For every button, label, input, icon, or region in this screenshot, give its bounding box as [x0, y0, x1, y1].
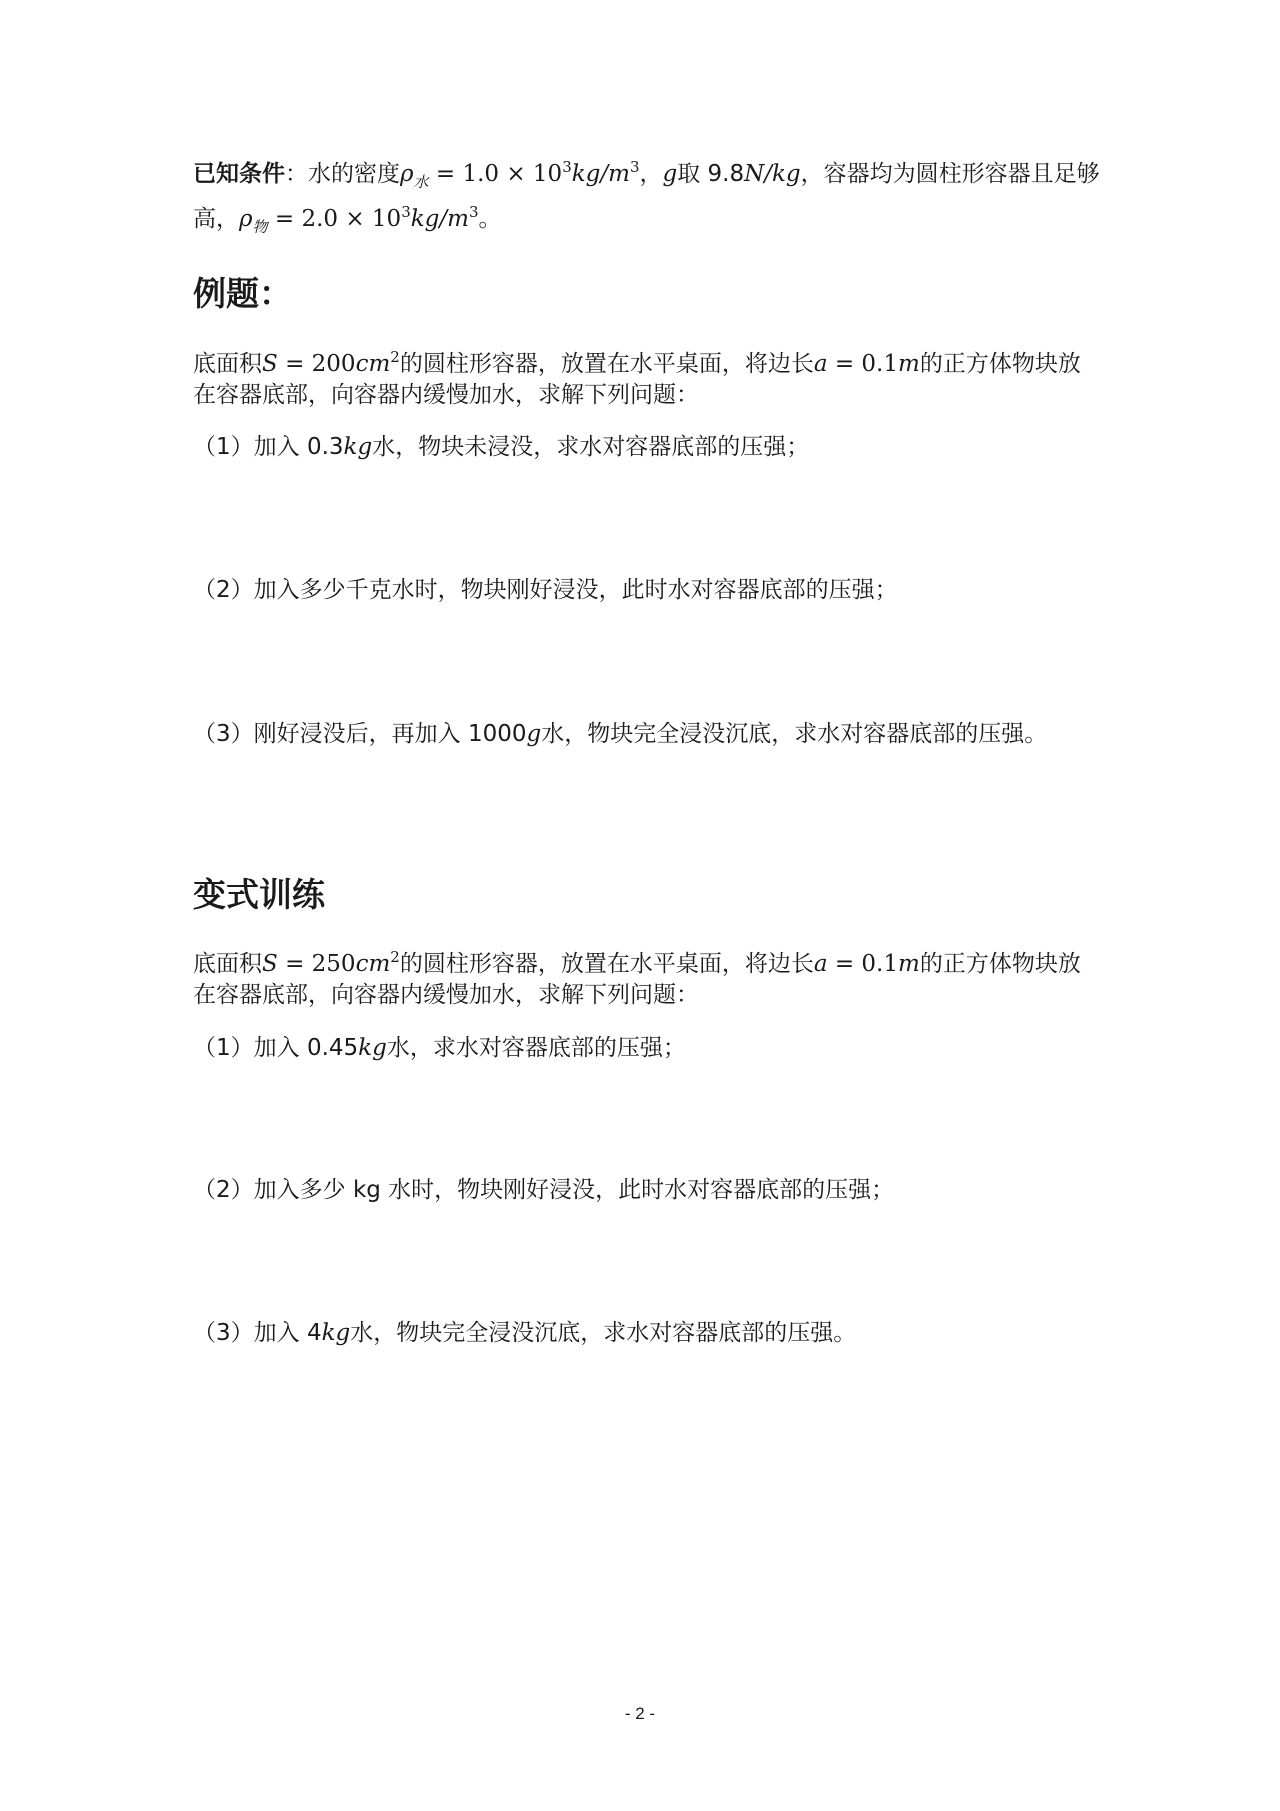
page-number: - 2 -: [624, 1704, 656, 1723]
known-conditions-line-2: 高，$\rho_物 = 2.0 \times 10^3kg/m^3$。: [193, 203, 502, 236]
example-heading: 例题：: [193, 274, 292, 313]
variant-heading: 变式训练: [193, 875, 325, 914]
known-conditions-label: 已知条件: [193, 161, 285, 187]
example-statement-line-2: 在容器底部，向容器内缓慢加水，求解下列问题：: [193, 382, 699, 408]
variant-statement-line-2: 在容器底部，向容器内缓慢加水，求解下列问题：: [193, 982, 699, 1008]
variant-question-3: （3）加入 4kg水，物块完全浸没沉底，求水对容器底部的压强。: [193, 1320, 857, 1346]
known-conditions-line-1: 已知条件：水的密度$\rho_水 = 1.0 \times 10^3kg/m^3$，g取 9.8N/kg，容器均为圆柱形容器且足够: [193, 158, 1100, 191]
example-question-3: （3）刚好浸没后，再加入 1000g水，物块完全浸没沉底，求水对容器底部的压强。: [193, 721, 1048, 747]
variant-question-2: （2）加入多少 kg 水时，物块刚好浸没，此时水对容器底部的压强；: [193, 1177, 895, 1203]
example-question-2: （2）加入多少千克水时，物块刚好浸没，此时水对容器底部的压强；: [193, 577, 898, 603]
example-statement-line-1: 底面积$S = 200cm^2$的圆柱形容器，放置在水平桌面，将边长a = 0.1m的正方体物块放: [193, 348, 1081, 377]
variant-question-1: （1）加入 0.45kg水，求水对容器底部的压强；: [193, 1035, 686, 1061]
variant-statement-line-1: 底面积$S = 250cm^2$的圆柱形容器，放置在水平桌面，将边长a = 0.1m的正方体物块放: [193, 948, 1081, 977]
example-question-1: （1）加入 0.3kg水，物块未浸没，求水对容器底部的压强；: [193, 434, 810, 460]
